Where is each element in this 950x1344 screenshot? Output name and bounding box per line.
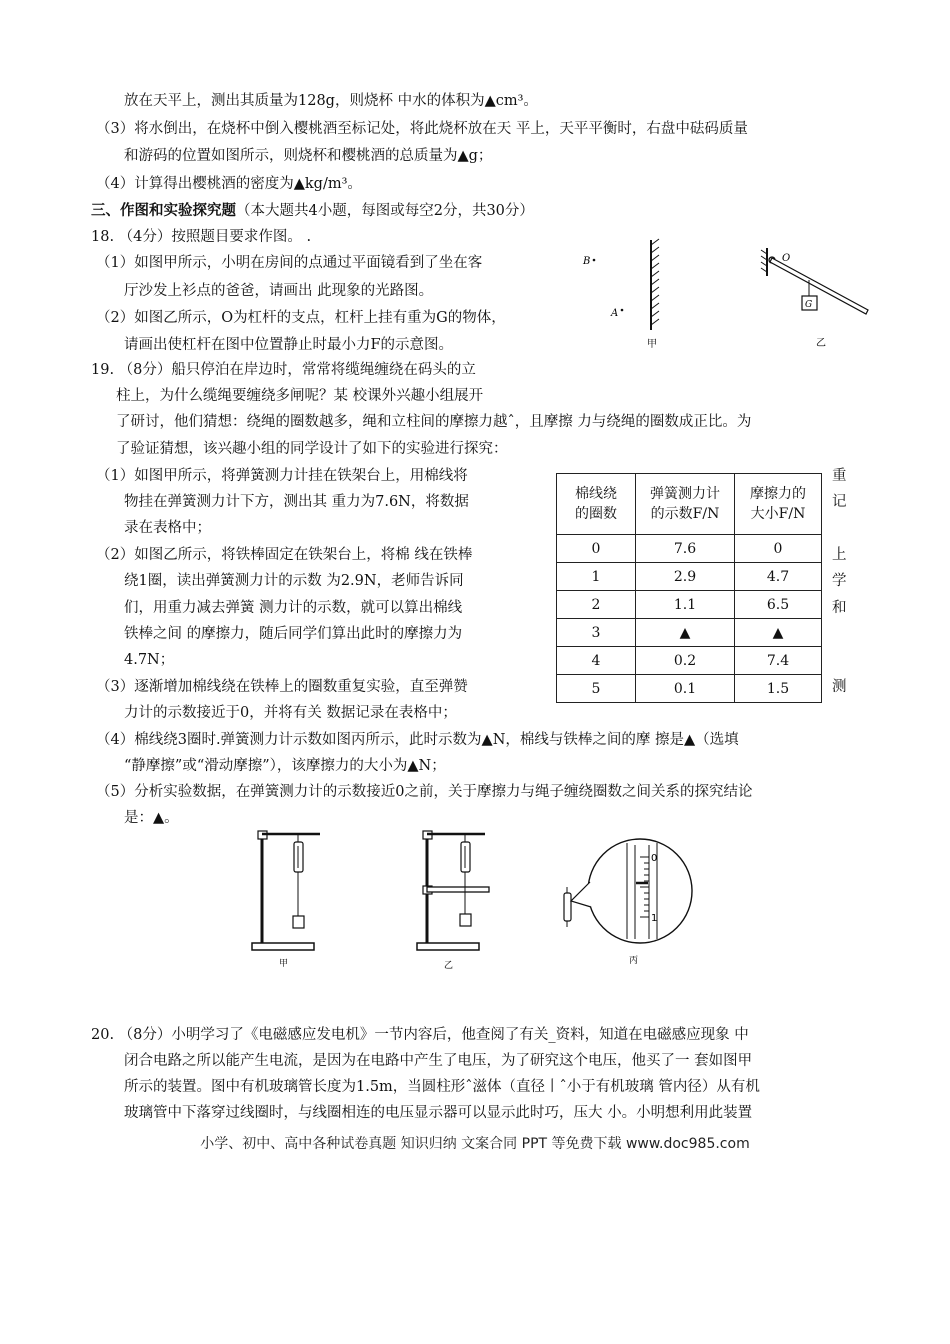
table-cell: 0 (557, 535, 636, 563)
table-cell: 1.5 (735, 675, 822, 703)
point-a-dot (621, 309, 624, 312)
iron-bar (427, 887, 489, 892)
table-row (557, 535, 822, 563)
table-header-row (557, 474, 822, 535)
question-18: 18. （4分）按照题目要求作图。 . (91, 229, 312, 245)
text-line: （5）分析实验数据，在弹簧测力计的示数接近0之前，关于摩擦力与绳子缠绕圈数之间关系的探究结论 (96, 784, 753, 800)
text-line: 们，用重力减去弹簧 测力计的示数，就可以算出棉线 (124, 600, 463, 616)
lever-figure (760, 240, 875, 352)
text-line: 绕1圈，读出弹簧测力计的示数 为2.9N，老师告诉同 (124, 573, 464, 589)
table-cell: 0.2 (636, 647, 735, 675)
text-line: 了验证猜想，该兴趣小组的同学设计了如下的实验进行探究： (116, 441, 508, 457)
header-line: 的圈数 (575, 506, 617, 522)
magnifier-pointer (571, 882, 591, 907)
table-row (557, 647, 822, 675)
table-cell: 1.1 (636, 591, 735, 619)
magnifier-circle (588, 839, 692, 943)
side-char: 测 (832, 679, 847, 695)
table-cell: 1 (557, 563, 636, 591)
stand-figure-yi (415, 828, 495, 970)
text-line: 闭合电路之所以能产生电流，是因为在电路中产生了电压，为了研究这个电压，他买了一 套如图甲 (124, 1053, 753, 1069)
weight-label: G (805, 300, 813, 310)
table-cell: 7.6 (636, 535, 735, 563)
text-line: 柱上，为什么缆绳要缠绕多闸呢？某 校课外兴趣小组展开 (116, 388, 484, 404)
header-line: 大小F/N (750, 506, 806, 522)
text-line: （3）将水倒出，在烧杯中倒入樱桃酒至标记处，将此烧杯放在天 平上，天平平衡时，右盘中砝码质量 (96, 121, 748, 137)
table-header-cell (735, 474, 822, 535)
small-spring-scale-icon (564, 893, 571, 921)
text-line: （3）逐渐增加棉线绕在铁棒上的圈数重复实验，直至弹赞 (96, 679, 468, 695)
figure-caption: 甲 (279, 959, 289, 968)
text-line: 厅沙发上衫点的爸爸，请画出 此现象的光路图。 (124, 283, 434, 299)
text-line: “静摩擦”或“滑动摩擦”），该摩擦力的大小为▲N； (124, 758, 446, 774)
text-line: （4）计算得出樱桃酒的密度为▲kg/m³。 (96, 176, 362, 192)
section-heading (91, 201, 534, 221)
text-line: （1）如图甲所示，将弹簧测力计挂在铁架台上，用棉线将 (96, 468, 468, 484)
table-cell: ▲ (636, 619, 735, 647)
text-line: 录在表格中； (124, 520, 211, 536)
table-cell: 0.1 (636, 675, 735, 703)
stand-base (417, 943, 479, 950)
table-row (557, 675, 822, 703)
table-cell: 0 (735, 535, 822, 563)
text-line: 和游码的位置如图所示，则烧杯和樱桃酒的总质量为▲g； (124, 148, 493, 164)
lever-bar (770, 258, 868, 314)
table-row (557, 619, 822, 647)
table-row (557, 563, 822, 591)
table-header-cell (636, 474, 735, 535)
table-cell: 6.5 (735, 591, 822, 619)
question-19: 19. （8分）船只停泊在岸边时，常常将缆绳缠绕在码头的立 (91, 362, 476, 378)
header-line: 摩擦力的 (750, 486, 806, 502)
text-line: （1）如图甲所示，小明在房间的点通过平面镜看到了坐在客 (96, 255, 483, 271)
text-line: （2）如图乙所示，将铁棒固定在铁架台上，将棉 线在铁棒 (96, 547, 473, 563)
weight-object (460, 914, 471, 926)
text-line: 了研讨，他们猜想：绕绳的圈数越多，绳和立柱间的摩擦力越ˆ，且摩擦 力与绕绳的圈数成正比。为 (116, 414, 752, 430)
table-cell: 4.7 (735, 563, 822, 591)
table-header-cell (557, 474, 636, 535)
table-cell: 4 (557, 647, 636, 675)
side-char: 记 (832, 494, 847, 510)
point-a-label: A (611, 308, 619, 319)
header-line: 弹簧测力计 (650, 486, 720, 502)
text-line: （4）棉线绕3圈时.弹簧测力计示数如图丙所示，此时示数为▲N，棉线与铁棒之间的摩 擦是▲（选填 (96, 732, 739, 748)
header-line: 的示数F/N (650, 506, 720, 522)
text-line: 所示的装置。图中有机玻璃管长度为1.5m，当圆柱形ˆ滋体（直径丨ˆ小于有机玻璃 管内径）从有机 (124, 1079, 760, 1095)
point-b-dot (593, 259, 596, 262)
side-char: 学 (832, 573, 847, 589)
side-char: 重 (832, 468, 847, 484)
figure-caption: 乙 (444, 961, 454, 970)
weight-object (293, 916, 304, 928)
point-b-label: B (583, 256, 591, 267)
stand-figure-jia (250, 828, 325, 968)
stand-base (252, 943, 314, 950)
table-cell: 3 (557, 619, 636, 647)
friction-data-table (556, 473, 822, 703)
header-line: 棉线绕 (575, 486, 617, 502)
text-line: 物挂在弹簧测力计下方，测出其 重力为7.6N，将数据 (124, 494, 469, 510)
page-footer: 小学、初中、高中各种试卷真题 知识归纳 文案合同 PPT 等免费下载 www.doc985.com (200, 1136, 750, 1152)
side-char: 和 (832, 600, 847, 616)
figure-caption: 乙 (816, 338, 826, 349)
table-cell: 2.9 (636, 563, 735, 591)
figure-caption: 丙 (629, 956, 639, 965)
text-line: 铁棒之间 的摩擦力，随后同学们算出此时的摩擦力为 (124, 626, 463, 642)
text-line: 4.7N； (124, 652, 175, 668)
table-cell: 5 (557, 675, 636, 703)
table-cell: 7.4 (735, 647, 822, 675)
text-line: 力计的示数接近于0，并将有关 数据记录在表格中； (124, 705, 457, 721)
table-row (557, 591, 822, 619)
section-note: （本大题共4小题，每图或每空2分，共30分） (236, 203, 534, 219)
mirror-figure (575, 235, 685, 355)
gauge-one-label: 1 (651, 913, 658, 924)
text-line: 放在天平上，测出其质量为128g，则烧杯 中水的体积为▲cm³。 (124, 93, 538, 109)
text-line: 请画出使杠杆在图中位置静止时最小力F的示意图。 (124, 337, 454, 353)
table-cell: 2 (557, 591, 636, 619)
text-line: 玻璃管中下落穿过线圈时，与线圈相连的电压显示器可以显示此时巧，压大 小。小明想利用此装置 (124, 1105, 753, 1121)
table-cell: ▲ (735, 619, 822, 647)
gauge-zero-label: 0 (651, 853, 658, 864)
gauge-figure-bing (560, 835, 700, 965)
text-line: 是：▲。 (124, 810, 179, 826)
figure-caption: 甲 (647, 339, 657, 350)
question-20: 20. （8分）小明学习了《电磁感应发电机》一节内容后，他查阅了有关_资料，知道在电磁感应现象 中 (91, 1027, 749, 1043)
text-line: （2）如图乙所示，O为杠杆的支点，杠杆上挂有重为G的物体， (96, 310, 506, 326)
pivot-label: O (782, 253, 791, 264)
side-char: 上 (832, 547, 847, 563)
mirror-hatching (651, 239, 659, 325)
section-title: 三、作图和实验探究题 (91, 202, 236, 219)
